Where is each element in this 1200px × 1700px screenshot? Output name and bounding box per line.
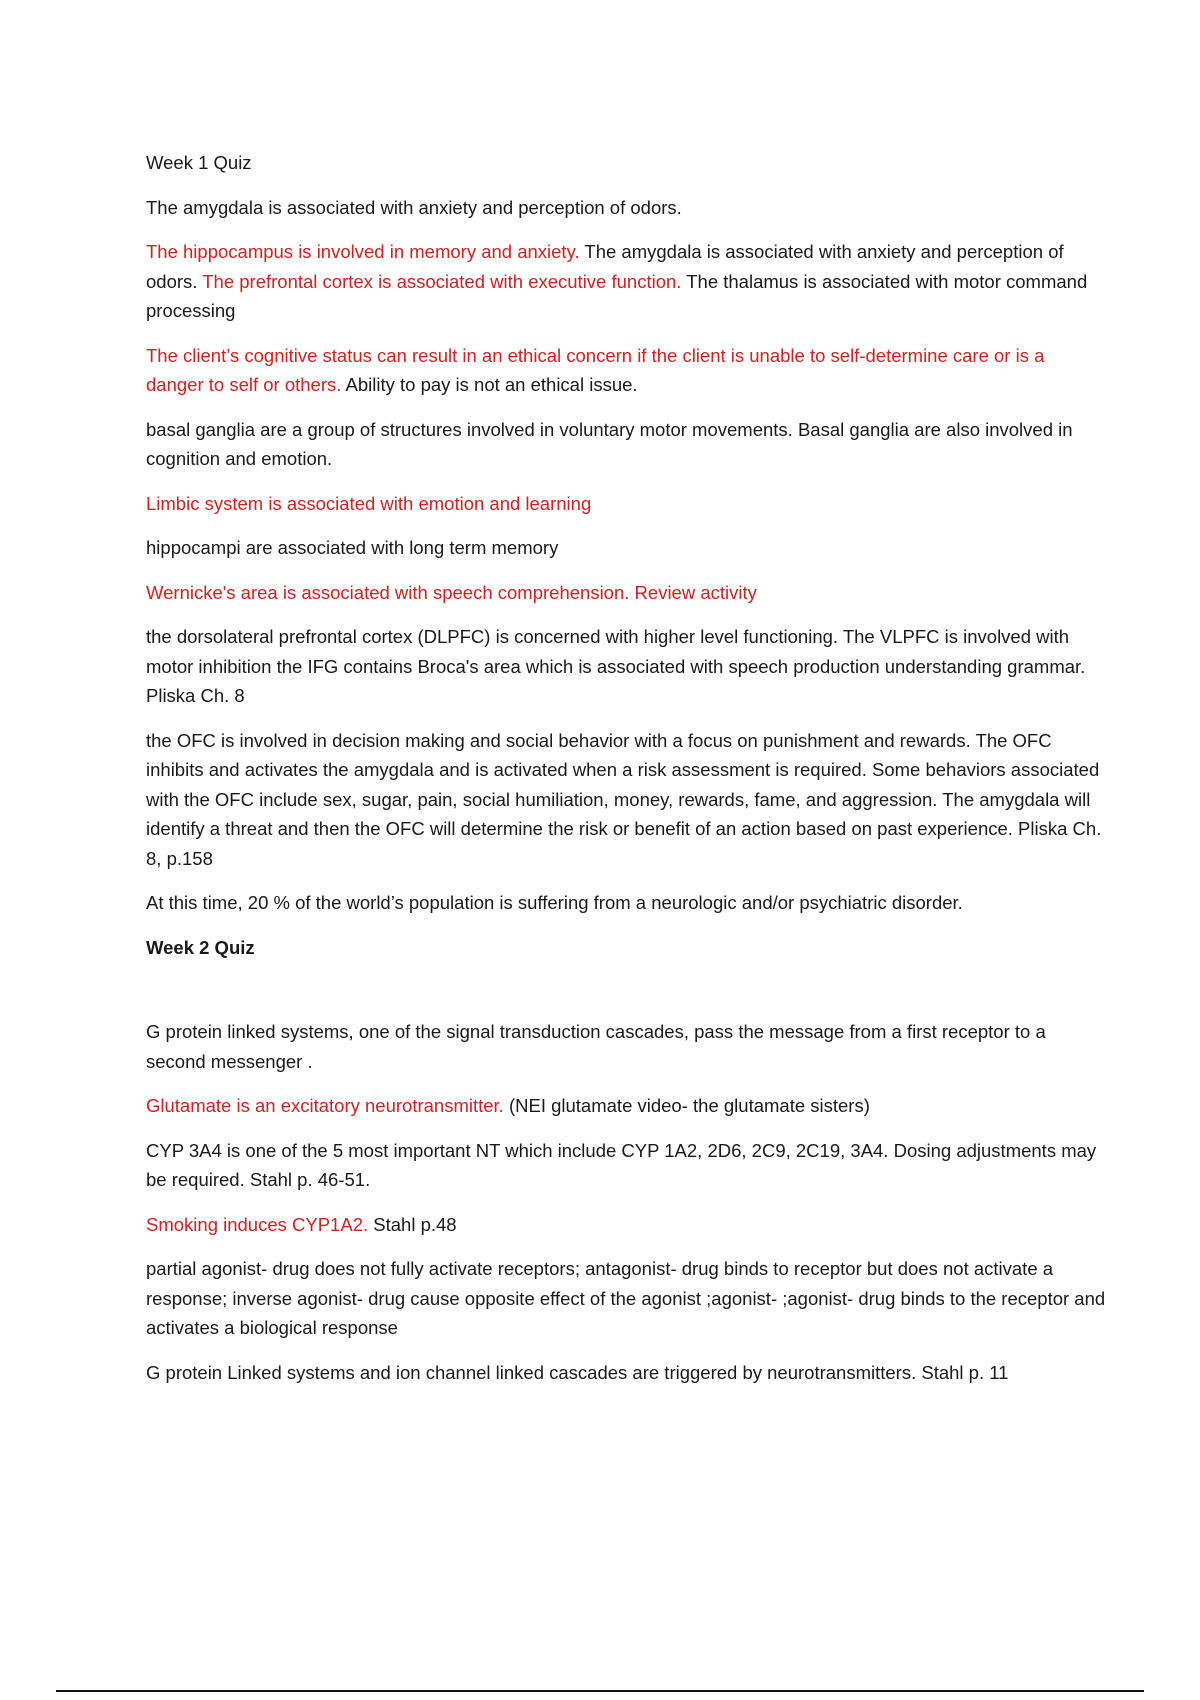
text-nei-video: (NEI glutamate video- the glutamate sisters) — [503, 1095, 870, 1116]
paragraph-agonists: partial agonist- drug does not fully activate receptors; antagonist- drug binds to receptor but does not activate a response; inverse agonist- drug cause opposite effect of the agonist ;agonist- ;agonist- drug binds to the receptor and activates a biological response — [146, 1258, 1106, 1338]
paragraph-population: At this time, 20 % of the world’s population is suffering from a neurologic and/or psychiatric disorder. — [146, 892, 963, 913]
paragraph-brain-regions — [146, 237, 1106, 326]
paragraph-g-protein: G protein linked systems, one of the signal transduction cascades, pass the message from a first receptor to a second messenger . — [146, 1021, 1046, 1072]
highlight-cognitive-status: The client’s cognitive status can result in an ethical concern if the client is unable to self-determine care or is a danger to self or others. — [146, 344, 1045, 395]
text-thalamus: The thalamus is associated with motor command processing — [146, 270, 1088, 321]
highlight-glutamate: Glutamate is an excitatory neurotransmitter. — [146, 1095, 504, 1116]
paragraph-wernicke: Wernicke's area is associated with speech comprehension. Review activity — [146, 581, 757, 603]
text-stahl-48: Stahl p.48 — [368, 1213, 457, 1235]
paragraph-ethics — [146, 341, 1106, 400]
week2-heading: Week 2 Quiz — [146, 936, 255, 958]
paragraph-hippocampi: hippocampi are associated with long term memory — [146, 537, 559, 558]
document-body — [146, 148, 1106, 1402]
paragraph-ofc: the OFC is involved in decision making and social behavior with a focus on punishment and rewards. The OFC inhibits and activates the amygdala and is activated when a risk assessment is required. Some behaviors associated with the OFC include sex, sugar, pain, social humiliation, money, rewards, fame, and aggression. The amygdala will identify a threat and then the OFC will determine the risk or benefit of an action based on past experience. Pliska Ch. 8, p.158 — [146, 729, 1102, 869]
paragraph-dlpfc: the dorsolateral prefrontal cortex (DLPFC) is concerned with higher level functioning. The VLPFC is involved with motor inhibition the IFG contains Broca's area which is associated with speech production understanding grammar. Pliska Ch. 8 — [146, 626, 1086, 706]
highlight-prefrontal: The prefrontal cortex is associated with executive function. — [202, 270, 682, 292]
highlight-smoking: Smoking induces CYP1A2. — [146, 1213, 369, 1235]
paragraph-smoking — [146, 1210, 1106, 1240]
text-ability-to-pay: Ability to pay is not an ethical issue. — [341, 374, 638, 395]
paragraph-amygdala: The amygdala is associated with anxiety and perception of odors. — [146, 196, 682, 218]
paragraph-ion-channel: G protein Linked systems and ion channel linked cascades are triggered by neurotransmitters. Stahl p. 11 — [146, 1361, 1009, 1383]
paragraph-cyp3a4: CYP 3A4 is one of the 5 most important NT which include CYP 1A2, 2D6, 2C9, 2C19, 3A4. Dosing adjustments may be required. Stahl p. 46-51. — [146, 1139, 1097, 1190]
paragraph-limbic-system: Limbic system is associated with emotion and learning — [146, 492, 592, 514]
highlight-hippocampus: The hippocampus is involved in memory and anxiety. — [146, 241, 580, 262]
text-amygdala: The amygdala is associated with anxiety and perception of odors. — [146, 241, 1064, 292]
footer-rule — [56, 1690, 1144, 1692]
blank-line — [146, 977, 1106, 1017]
week1-heading: Week 1 Quiz — [146, 152, 252, 173]
paragraph-glutamate — [146, 1091, 1106, 1121]
paragraph-basal-ganglia: basal ganglia are a group of structures involved in voluntary motor movements. Basal ganglia are also involved in cognition and emotion. — [146, 418, 1073, 469]
